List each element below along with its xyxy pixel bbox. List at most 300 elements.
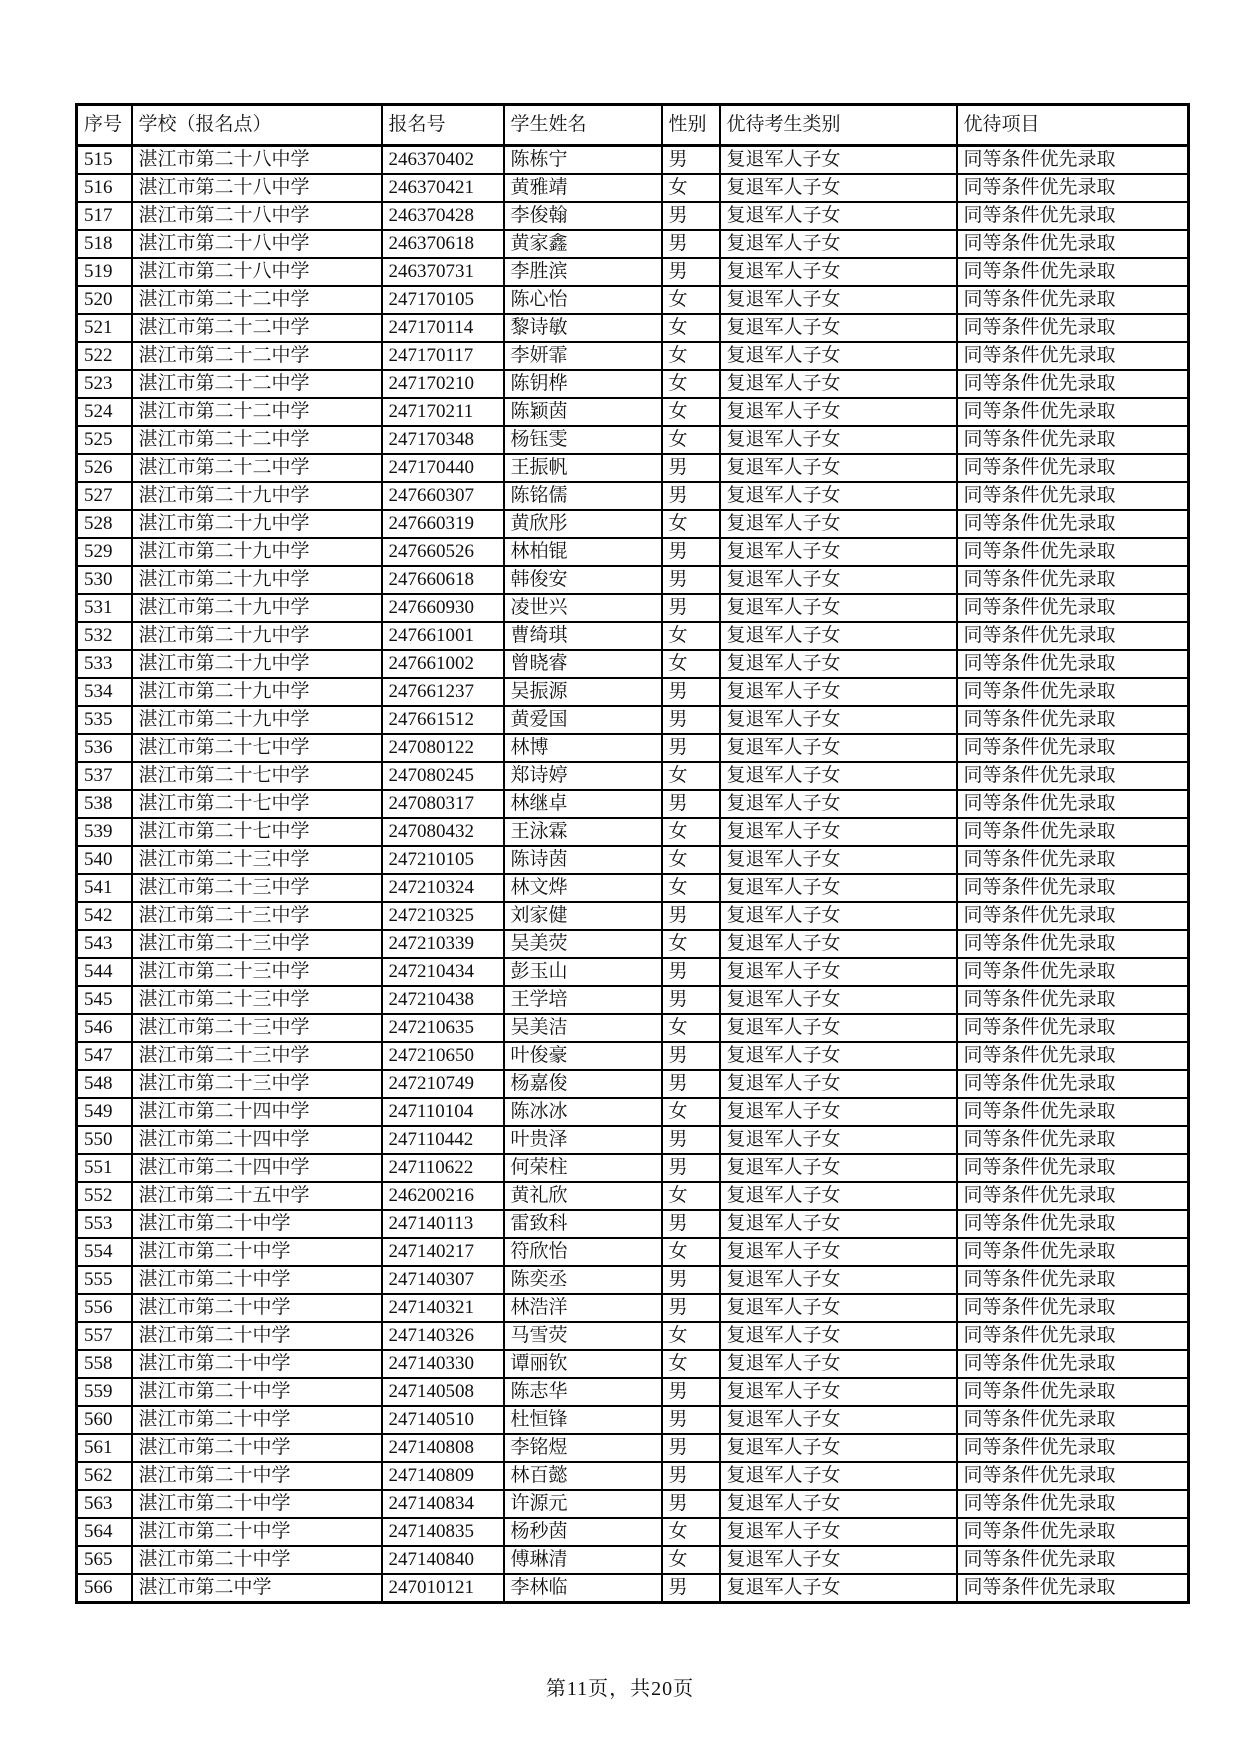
cell-seq: 543 bbox=[77, 930, 132, 958]
cell-student-name: 王振帆 bbox=[504, 454, 662, 482]
cell-seq: 538 bbox=[77, 790, 132, 818]
cell-item: 同等条件优先录取 bbox=[957, 1154, 1189, 1182]
column-header-student-name: 学生姓名 bbox=[504, 105, 662, 146]
cell-item: 同等条件优先录取 bbox=[957, 930, 1189, 958]
cell-category: 复退军人子女 bbox=[720, 1266, 957, 1294]
cell-seq: 555 bbox=[77, 1266, 132, 1294]
cell-seq: 565 bbox=[77, 1546, 132, 1574]
cell-seq: 517 bbox=[77, 202, 132, 230]
cell-seq: 530 bbox=[77, 566, 132, 594]
cell-gender: 男 bbox=[662, 1294, 720, 1322]
cell-school: 湛江市第二十二中学 bbox=[132, 370, 382, 398]
cell-gender: 女 bbox=[662, 1518, 720, 1546]
cell-reg-no: 247210339 bbox=[382, 930, 504, 958]
cell-student-name: 陈心怡 bbox=[504, 286, 662, 314]
cell-reg-no: 247661512 bbox=[382, 706, 504, 734]
cell-category: 复退军人子女 bbox=[720, 398, 957, 426]
cell-reg-no: 247660319 bbox=[382, 510, 504, 538]
cell-category: 复退军人子女 bbox=[720, 538, 957, 566]
cell-category: 复退军人子女 bbox=[720, 902, 957, 930]
cell-item: 同等条件优先录取 bbox=[957, 846, 1189, 874]
table-row bbox=[77, 1098, 1189, 1126]
cell-gender: 女 bbox=[662, 1546, 720, 1574]
cell-category: 复退军人子女 bbox=[720, 1210, 957, 1238]
table-header-row bbox=[77, 105, 1189, 146]
cell-school: 湛江市第二十三中学 bbox=[132, 902, 382, 930]
cell-reg-no: 247660618 bbox=[382, 566, 504, 594]
cell-student-name: 曾晓睿 bbox=[504, 650, 662, 678]
cell-seq: 521 bbox=[77, 314, 132, 342]
cell-student-name: 杜恒锋 bbox=[504, 1406, 662, 1434]
cell-gender: 男 bbox=[662, 594, 720, 622]
table-row bbox=[77, 1518, 1189, 1546]
cell-school: 湛江市第二十中学 bbox=[132, 1350, 382, 1378]
cell-seq: 518 bbox=[77, 230, 132, 258]
cell-gender: 女 bbox=[662, 314, 720, 342]
cell-student-name: 王泳霖 bbox=[504, 818, 662, 846]
cell-item: 同等条件优先录取 bbox=[957, 678, 1189, 706]
cell-gender: 女 bbox=[662, 930, 720, 958]
table-row bbox=[77, 146, 1189, 175]
table-row bbox=[77, 790, 1189, 818]
cell-seq: 524 bbox=[77, 398, 132, 426]
cell-category: 复退军人子女 bbox=[720, 1154, 957, 1182]
cell-seq: 523 bbox=[77, 370, 132, 398]
table-row bbox=[77, 426, 1189, 454]
cell-item: 同等条件优先录取 bbox=[957, 258, 1189, 286]
cell-seq: 534 bbox=[77, 678, 132, 706]
cell-student-name: 黄礼欣 bbox=[504, 1182, 662, 1210]
cell-school: 湛江市第二十九中学 bbox=[132, 566, 382, 594]
cell-gender: 男 bbox=[662, 454, 720, 482]
cell-student-name: 吴振源 bbox=[504, 678, 662, 706]
cell-school: 湛江市第二十九中学 bbox=[132, 482, 382, 510]
column-header-school: 学校（报名点） bbox=[132, 105, 382, 146]
cell-category: 复退军人子女 bbox=[720, 986, 957, 1014]
cell-school: 湛江市第二十中学 bbox=[132, 1490, 382, 1518]
cell-school: 湛江市第二十八中学 bbox=[132, 174, 382, 202]
cell-seq: 563 bbox=[77, 1490, 132, 1518]
cell-student-name: 陈颖茵 bbox=[504, 398, 662, 426]
cell-gender: 女 bbox=[662, 650, 720, 678]
cell-seq: 531 bbox=[77, 594, 132, 622]
cell-category: 复退军人子女 bbox=[720, 1490, 957, 1518]
cell-seq: 542 bbox=[77, 902, 132, 930]
table-row bbox=[77, 510, 1189, 538]
cell-reg-no: 247170440 bbox=[382, 454, 504, 482]
cell-reg-no: 247210325 bbox=[382, 902, 504, 930]
cell-school: 湛江市第二十二中学 bbox=[132, 314, 382, 342]
cell-item: 同等条件优先录取 bbox=[957, 902, 1189, 930]
table-row bbox=[77, 314, 1189, 342]
cell-gender: 女 bbox=[662, 622, 720, 650]
cell-seq: 532 bbox=[77, 622, 132, 650]
cell-gender: 女 bbox=[662, 510, 720, 538]
cell-student-name: 马雪荧 bbox=[504, 1322, 662, 1350]
cell-seq: 526 bbox=[77, 454, 132, 482]
cell-gender: 男 bbox=[662, 146, 720, 175]
cell-reg-no: 247210635 bbox=[382, 1014, 504, 1042]
cell-seq: 550 bbox=[77, 1126, 132, 1154]
cell-seq: 520 bbox=[77, 286, 132, 314]
cell-gender: 男 bbox=[662, 1070, 720, 1098]
cell-gender: 男 bbox=[662, 230, 720, 258]
cell-reg-no: 247140321 bbox=[382, 1294, 504, 1322]
cell-gender: 女 bbox=[662, 426, 720, 454]
cell-seq: 545 bbox=[77, 986, 132, 1014]
cell-student-name: 曹绮琪 bbox=[504, 622, 662, 650]
table-row bbox=[77, 1462, 1189, 1490]
cell-school: 湛江市第二十四中学 bbox=[132, 1126, 382, 1154]
cell-item: 同等条件优先录取 bbox=[957, 1350, 1189, 1378]
cell-category: 复退军人子女 bbox=[720, 1014, 957, 1042]
cell-school: 湛江市第二十三中学 bbox=[132, 1014, 382, 1042]
cell-reg-no: 247210749 bbox=[382, 1070, 504, 1098]
cell-category: 复退军人子女 bbox=[720, 510, 957, 538]
cell-reg-no: 247140113 bbox=[382, 1210, 504, 1238]
cell-category: 复退军人子女 bbox=[720, 734, 957, 762]
table-row bbox=[77, 1182, 1189, 1210]
cell-reg-no: 246370402 bbox=[382, 146, 504, 175]
cell-reg-no: 247170211 bbox=[382, 398, 504, 426]
table-row bbox=[77, 1294, 1189, 1322]
cell-item: 同等条件优先录取 bbox=[957, 1322, 1189, 1350]
column-header-gender: 性别 bbox=[662, 105, 720, 146]
table-row bbox=[77, 594, 1189, 622]
cell-category: 复退军人子女 bbox=[720, 1406, 957, 1434]
table-row bbox=[77, 622, 1189, 650]
cell-gender: 女 bbox=[662, 818, 720, 846]
cell-school: 湛江市第二十九中学 bbox=[132, 622, 382, 650]
cell-category: 复退军人子女 bbox=[720, 790, 957, 818]
cell-reg-no: 247110442 bbox=[382, 1126, 504, 1154]
table-row bbox=[77, 398, 1189, 426]
cell-item: 同等条件优先录取 bbox=[957, 342, 1189, 370]
cell-student-name: 黎诗敏 bbox=[504, 314, 662, 342]
cell-gender: 男 bbox=[662, 1462, 720, 1490]
cell-reg-no: 247140508 bbox=[382, 1378, 504, 1406]
cell-gender: 女 bbox=[662, 398, 720, 426]
cell-category: 复退军人子女 bbox=[720, 230, 957, 258]
table-row bbox=[77, 1546, 1189, 1574]
cell-school: 湛江市第二十九中学 bbox=[132, 650, 382, 678]
table-row bbox=[77, 230, 1189, 258]
cell-item: 同等条件优先录取 bbox=[957, 1042, 1189, 1070]
cell-school: 湛江市第二十二中学 bbox=[132, 426, 382, 454]
cell-category: 复退军人子女 bbox=[720, 650, 957, 678]
cell-category: 复退军人子女 bbox=[720, 1070, 957, 1098]
cell-student-name: 林百懿 bbox=[504, 1462, 662, 1490]
cell-school: 湛江市第二十中学 bbox=[132, 1462, 382, 1490]
cell-reg-no: 247210650 bbox=[382, 1042, 504, 1070]
cell-school: 湛江市第二十八中学 bbox=[132, 258, 382, 286]
cell-student-name: 林继卓 bbox=[504, 790, 662, 818]
cell-student-name: 陈奕丞 bbox=[504, 1266, 662, 1294]
cell-reg-no: 247170105 bbox=[382, 286, 504, 314]
cell-gender: 女 bbox=[662, 1322, 720, 1350]
cell-gender: 男 bbox=[662, 1210, 720, 1238]
table-row bbox=[77, 454, 1189, 482]
cell-reg-no: 247210324 bbox=[382, 874, 504, 902]
table-row bbox=[77, 370, 1189, 398]
cell-reg-no: 247010121 bbox=[382, 1574, 504, 1603]
cell-school: 湛江市第二十中学 bbox=[132, 1266, 382, 1294]
cell-gender: 女 bbox=[662, 370, 720, 398]
cell-seq: 562 bbox=[77, 1462, 132, 1490]
cell-school: 湛江市第二十九中学 bbox=[132, 678, 382, 706]
cell-student-name: 叶贵泽 bbox=[504, 1126, 662, 1154]
cell-reg-no: 247170114 bbox=[382, 314, 504, 342]
cell-seq: 535 bbox=[77, 706, 132, 734]
cell-school: 湛江市第二十中学 bbox=[132, 1434, 382, 1462]
cell-category: 复退军人子女 bbox=[720, 874, 957, 902]
cell-category: 复退军人子女 bbox=[720, 762, 957, 790]
cell-item: 同等条件优先录取 bbox=[957, 454, 1189, 482]
cell-gender: 男 bbox=[662, 958, 720, 986]
table-row bbox=[77, 1266, 1189, 1294]
cell-reg-no: 247170210 bbox=[382, 370, 504, 398]
table-row bbox=[77, 650, 1189, 678]
cell-item: 同等条件优先录取 bbox=[957, 566, 1189, 594]
cell-seq: 553 bbox=[77, 1210, 132, 1238]
cell-seq: 539 bbox=[77, 818, 132, 846]
table-row bbox=[77, 1350, 1189, 1378]
cell-reg-no: 247140835 bbox=[382, 1518, 504, 1546]
table-row bbox=[77, 706, 1189, 734]
cell-school: 湛江市第二十八中学 bbox=[132, 146, 382, 175]
cell-school: 湛江市第二十三中学 bbox=[132, 1042, 382, 1070]
cell-gender: 男 bbox=[662, 1266, 720, 1294]
table-row bbox=[77, 818, 1189, 846]
cell-student-name: 符欣怡 bbox=[504, 1238, 662, 1266]
cell-student-name: 李林临 bbox=[504, 1574, 662, 1603]
page-number-footer: 第11页，共20页 bbox=[545, 1678, 695, 1700]
cell-item: 同等条件优先录取 bbox=[957, 1462, 1189, 1490]
cell-gender: 男 bbox=[662, 1434, 720, 1462]
cell-gender: 女 bbox=[662, 1350, 720, 1378]
cell-item: 同等条件优先录取 bbox=[957, 874, 1189, 902]
cell-gender: 女 bbox=[662, 286, 720, 314]
cell-reg-no: 246200216 bbox=[382, 1182, 504, 1210]
table-row bbox=[77, 1322, 1189, 1350]
cell-school: 湛江市第二十七中学 bbox=[132, 790, 382, 818]
cell-student-name: 林柏锟 bbox=[504, 538, 662, 566]
cell-school: 湛江市第二十九中学 bbox=[132, 510, 382, 538]
cell-school: 湛江市第二十九中学 bbox=[132, 594, 382, 622]
cell-student-name: 林博 bbox=[504, 734, 662, 762]
cell-school: 湛江市第二十中学 bbox=[132, 1518, 382, 1546]
cell-student-name: 许源元 bbox=[504, 1490, 662, 1518]
cell-gender: 男 bbox=[662, 482, 720, 510]
cell-school: 湛江市第二十三中学 bbox=[132, 986, 382, 1014]
cell-category: 复退军人子女 bbox=[720, 706, 957, 734]
cell-seq: 515 bbox=[77, 146, 132, 175]
cell-school: 湛江市第二十三中学 bbox=[132, 874, 382, 902]
cell-seq: 537 bbox=[77, 762, 132, 790]
cell-category: 复退军人子女 bbox=[720, 1322, 957, 1350]
cell-school: 湛江市第二十七中学 bbox=[132, 734, 382, 762]
cell-student-name: 吴美荧 bbox=[504, 930, 662, 958]
cell-category: 复退军人子女 bbox=[720, 1434, 957, 1462]
cell-category: 复退军人子女 bbox=[720, 846, 957, 874]
cell-gender: 男 bbox=[662, 1126, 720, 1154]
cell-reg-no: 247110104 bbox=[382, 1098, 504, 1126]
cell-reg-no: 247080432 bbox=[382, 818, 504, 846]
cell-reg-no: 247210105 bbox=[382, 846, 504, 874]
cell-category: 复退军人子女 bbox=[720, 426, 957, 454]
cell-item: 同等条件优先录取 bbox=[957, 1070, 1189, 1098]
cell-student-name: 傅琳清 bbox=[504, 1546, 662, 1574]
cell-gender: 女 bbox=[662, 846, 720, 874]
cell-item: 同等条件优先录取 bbox=[957, 286, 1189, 314]
cell-gender: 男 bbox=[662, 566, 720, 594]
cell-seq: 558 bbox=[77, 1350, 132, 1378]
table-row bbox=[77, 1490, 1189, 1518]
table-row bbox=[77, 846, 1189, 874]
cell-item: 同等条件优先录取 bbox=[957, 706, 1189, 734]
cell-item: 同等条件优先录取 bbox=[957, 510, 1189, 538]
cell-gender: 男 bbox=[662, 986, 720, 1014]
cell-student-name: 陈栋宁 bbox=[504, 146, 662, 175]
cell-gender: 男 bbox=[662, 1574, 720, 1603]
cell-category: 复退军人子女 bbox=[720, 678, 957, 706]
cell-school: 湛江市第二十九中学 bbox=[132, 538, 382, 566]
cell-category: 复退军人子女 bbox=[720, 370, 957, 398]
cell-student-name: 陈铭儒 bbox=[504, 482, 662, 510]
column-header-reg-no: 报名号 bbox=[382, 105, 504, 146]
table-row bbox=[77, 1154, 1189, 1182]
cell-school: 湛江市第二十七中学 bbox=[132, 818, 382, 846]
cell-gender: 男 bbox=[662, 1042, 720, 1070]
table-row bbox=[77, 174, 1189, 202]
cell-category: 复退军人子女 bbox=[720, 1126, 957, 1154]
cell-gender: 男 bbox=[662, 678, 720, 706]
cell-item: 同等条件优先录取 bbox=[957, 1126, 1189, 1154]
cell-gender: 男 bbox=[662, 258, 720, 286]
cell-item: 同等条件优先录取 bbox=[957, 986, 1189, 1014]
cell-student-name: 杨钰雯 bbox=[504, 426, 662, 454]
cell-seq: 549 bbox=[77, 1098, 132, 1126]
cell-gender: 男 bbox=[662, 706, 720, 734]
cell-gender: 男 bbox=[662, 202, 720, 230]
cell-item: 同等条件优先录取 bbox=[957, 1546, 1189, 1574]
table-row bbox=[77, 1210, 1189, 1238]
cell-seq: 516 bbox=[77, 174, 132, 202]
cell-category: 复退军人子女 bbox=[720, 1042, 957, 1070]
cell-seq: 547 bbox=[77, 1042, 132, 1070]
cell-category: 复退军人子女 bbox=[720, 482, 957, 510]
cell-seq: 519 bbox=[77, 258, 132, 286]
cell-reg-no: 247080317 bbox=[382, 790, 504, 818]
cell-category: 复退军人子女 bbox=[720, 258, 957, 286]
cell-item: 同等条件优先录取 bbox=[957, 1518, 1189, 1546]
cell-item: 同等条件优先录取 bbox=[957, 1182, 1189, 1210]
cell-item: 同等条件优先录取 bbox=[957, 1574, 1189, 1603]
cell-seq: 564 bbox=[77, 1518, 132, 1546]
cell-item: 同等条件优先录取 bbox=[957, 622, 1189, 650]
cell-category: 复退军人子女 bbox=[720, 818, 957, 846]
cell-student-name: 黄家鑫 bbox=[504, 230, 662, 258]
cell-reg-no: 247140834 bbox=[382, 1490, 504, 1518]
cell-gender: 女 bbox=[662, 762, 720, 790]
cell-item: 同等条件优先录取 bbox=[957, 1014, 1189, 1042]
cell-reg-no: 246370731 bbox=[382, 258, 504, 286]
cell-item: 同等条件优先录取 bbox=[957, 958, 1189, 986]
cell-reg-no: 247080245 bbox=[382, 762, 504, 790]
cell-item: 同等条件优先录取 bbox=[957, 398, 1189, 426]
cell-category: 复退军人子女 bbox=[720, 1462, 957, 1490]
cell-reg-no: 247140809 bbox=[382, 1462, 504, 1490]
cell-seq: 529 bbox=[77, 538, 132, 566]
cell-school: 湛江市第二十三中学 bbox=[132, 1070, 382, 1098]
cell-seq: 551 bbox=[77, 1154, 132, 1182]
cell-reg-no: 247661001 bbox=[382, 622, 504, 650]
table-row bbox=[77, 342, 1189, 370]
cell-item: 同等条件优先录取 bbox=[957, 594, 1189, 622]
cell-reg-no: 246370428 bbox=[382, 202, 504, 230]
table-row bbox=[77, 1378, 1189, 1406]
cell-gender: 男 bbox=[662, 902, 720, 930]
cell-school: 湛江市第二十二中学 bbox=[132, 286, 382, 314]
cell-category: 复退军人子女 bbox=[720, 174, 957, 202]
cell-student-name: 王学培 bbox=[504, 986, 662, 1014]
cell-school: 湛江市第二十八中学 bbox=[132, 230, 382, 258]
table-row bbox=[77, 1574, 1189, 1603]
cell-student-name: 郑诗婷 bbox=[504, 762, 662, 790]
table-row bbox=[77, 1070, 1189, 1098]
cell-school: 湛江市第二十中学 bbox=[132, 1322, 382, 1350]
cell-seq: 556 bbox=[77, 1294, 132, 1322]
cell-reg-no: 247661237 bbox=[382, 678, 504, 706]
cell-gender: 男 bbox=[662, 790, 720, 818]
cell-gender: 男 bbox=[662, 538, 720, 566]
table-row bbox=[77, 1434, 1189, 1462]
cell-gender: 女 bbox=[662, 174, 720, 202]
cell-seq: 536 bbox=[77, 734, 132, 762]
cell-school: 湛江市第二十五中学 bbox=[132, 1182, 382, 1210]
cell-student-name: 彭玉山 bbox=[504, 958, 662, 986]
cell-school: 湛江市第二十八中学 bbox=[132, 202, 382, 230]
cell-category: 复退军人子女 bbox=[720, 1350, 957, 1378]
cell-seq: 548 bbox=[77, 1070, 132, 1098]
cell-reg-no: 247660307 bbox=[382, 482, 504, 510]
cell-item: 同等条件优先录取 bbox=[957, 426, 1189, 454]
table-row bbox=[77, 258, 1189, 286]
cell-seq: 559 bbox=[77, 1378, 132, 1406]
cell-school: 湛江市第二十中学 bbox=[132, 1238, 382, 1266]
cell-student-name: 刘家健 bbox=[504, 902, 662, 930]
cell-item: 同等条件优先录取 bbox=[957, 146, 1189, 175]
table-row bbox=[77, 482, 1189, 510]
cell-reg-no: 247140510 bbox=[382, 1406, 504, 1434]
table-row bbox=[77, 286, 1189, 314]
cell-seq: 525 bbox=[77, 426, 132, 454]
cell-seq: 540 bbox=[77, 846, 132, 874]
cell-reg-no: 246370421 bbox=[382, 174, 504, 202]
cell-seq: 552 bbox=[77, 1182, 132, 1210]
table-row bbox=[77, 1126, 1189, 1154]
cell-category: 复退军人子女 bbox=[720, 342, 957, 370]
cell-school: 湛江市第二十二中学 bbox=[132, 454, 382, 482]
table-row bbox=[77, 678, 1189, 706]
cell-gender: 男 bbox=[662, 1154, 720, 1182]
cell-seq: 566 bbox=[77, 1574, 132, 1603]
cell-category: 复退军人子女 bbox=[720, 1294, 957, 1322]
cell-student-name: 李铭煜 bbox=[504, 1434, 662, 1462]
cell-item: 同等条件优先录取 bbox=[957, 790, 1189, 818]
cell-gender: 男 bbox=[662, 734, 720, 762]
cell-category: 复退军人子女 bbox=[720, 594, 957, 622]
